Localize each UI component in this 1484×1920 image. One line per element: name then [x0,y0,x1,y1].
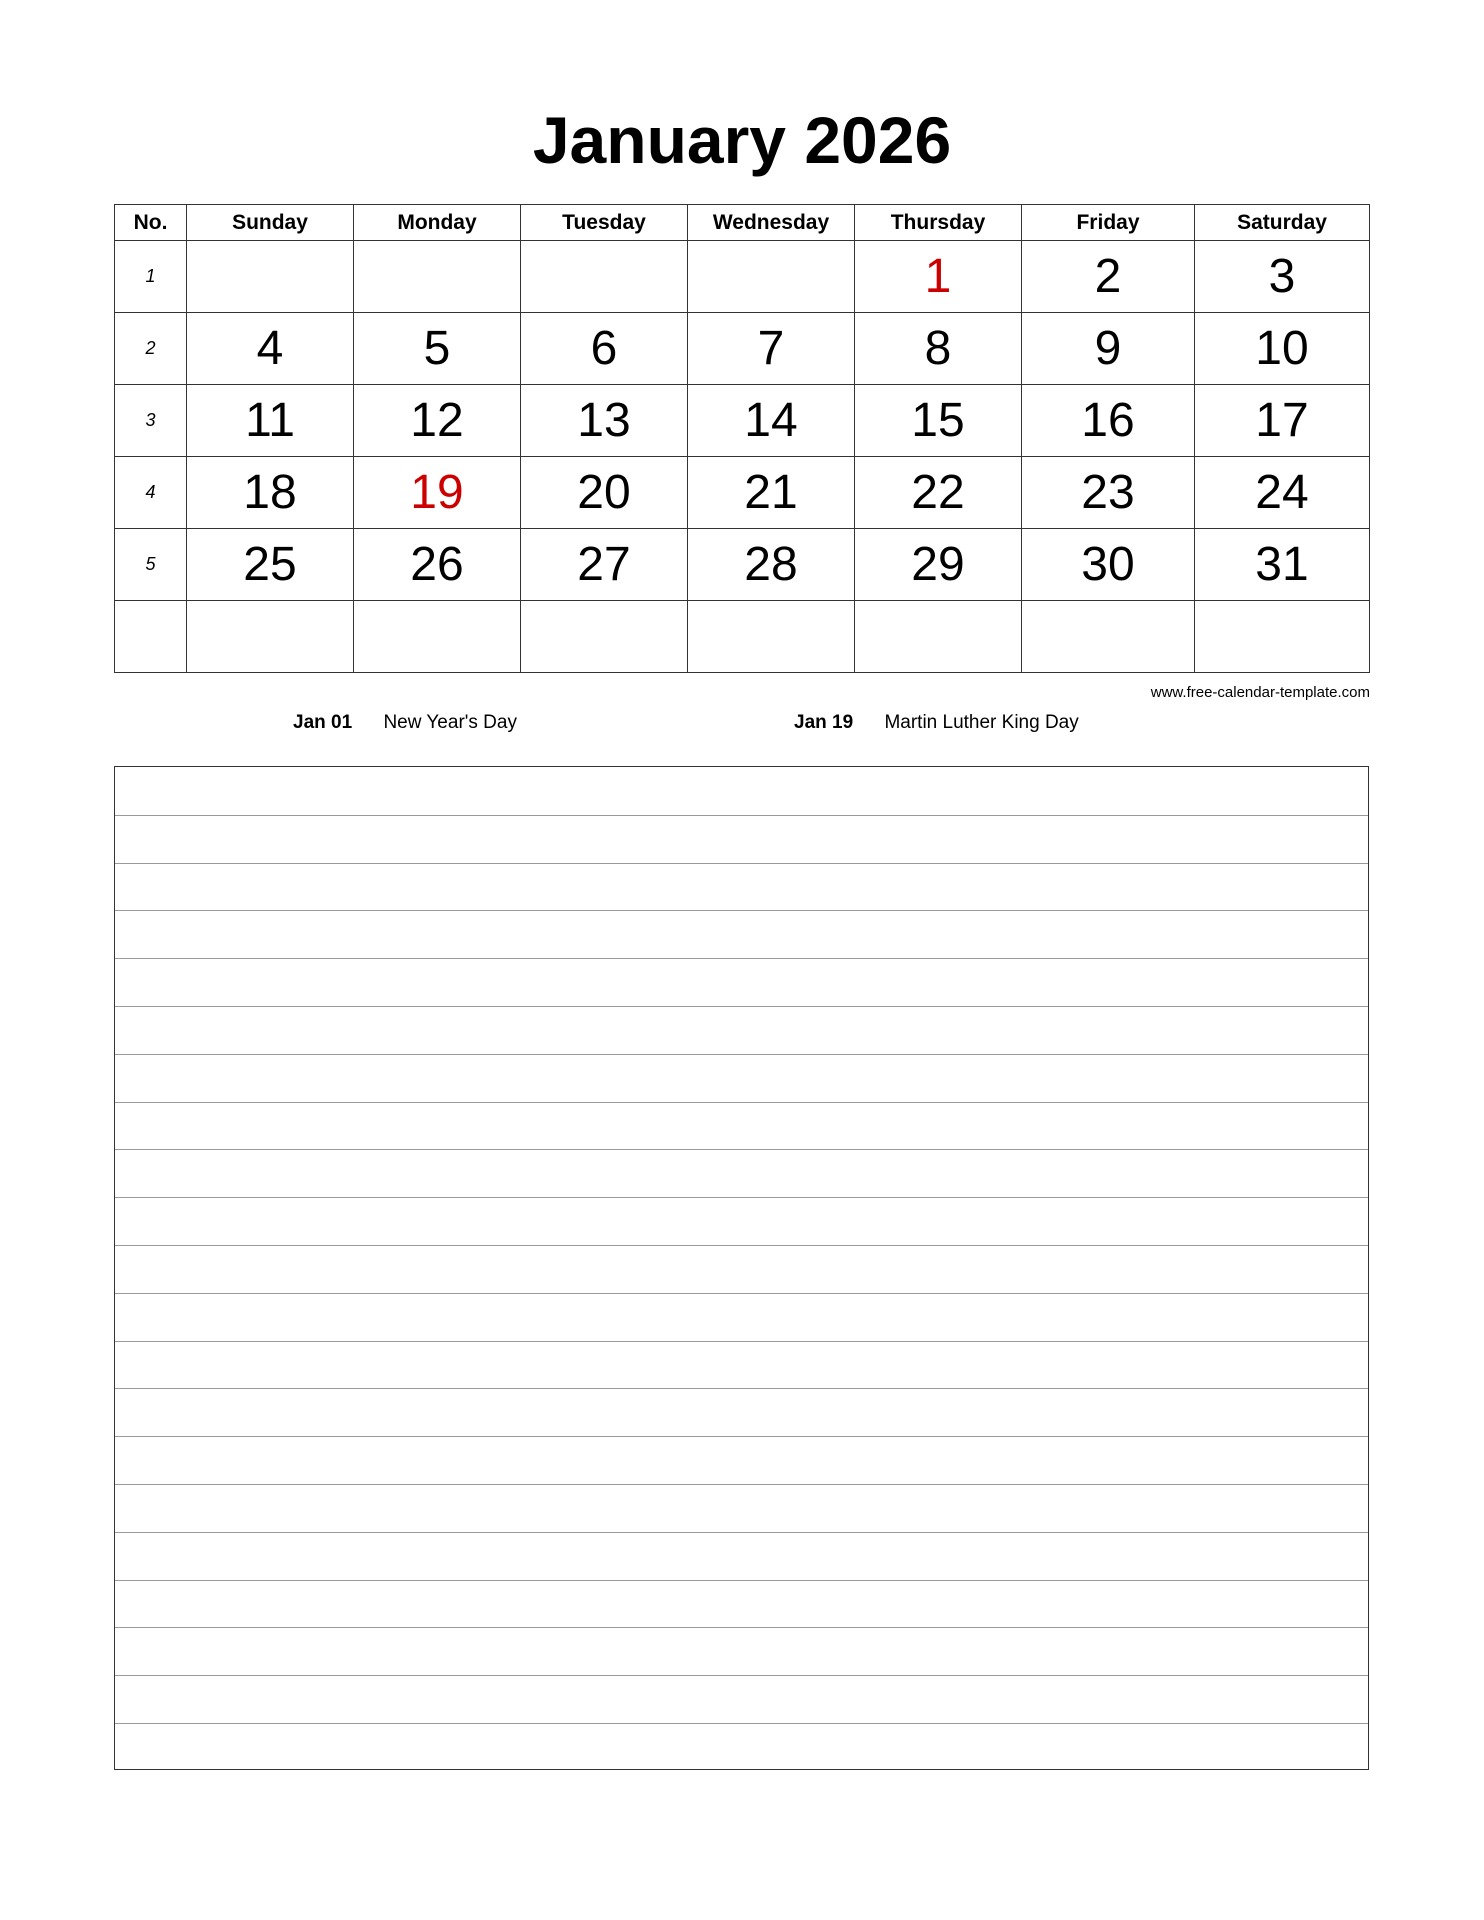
note-line [115,1006,1368,1007]
week-number: 5 [115,529,187,601]
header-saturday: Saturday [1195,205,1370,241]
header-tuesday: Tuesday [521,205,688,241]
day-cell: 24 [1195,457,1370,529]
day-cell-holiday: 1 [855,241,1022,313]
day-cell: 23 [1022,457,1195,529]
day-cell [688,241,855,313]
week-number: 2 [115,313,187,385]
website-credit: www.free-calendar-template.com [1150,684,1370,701]
note-line [115,1436,1368,1437]
day-cell: 12 [354,385,521,457]
note-line [115,1293,1368,1294]
header-friday: Friday [1022,205,1195,241]
header-thursday: Thursday [855,205,1022,241]
note-line [115,1627,1368,1628]
week-number: 3 [115,385,187,457]
day-cell [187,601,354,673]
day-cell: 21 [688,457,855,529]
day-cell: 18 [187,457,354,529]
day-cell: 30 [1022,529,1195,601]
note-line [115,1054,1368,1055]
day-cell: 16 [1022,385,1195,457]
holiday-entry [794,710,1079,736]
day-cell [187,241,354,313]
day-cell: 15 [855,385,1022,457]
day-cell: 13 [521,385,688,457]
note-line [115,815,1368,816]
day-cell: 26 [354,529,521,601]
note-line [115,1532,1368,1533]
week-number: 4 [115,457,187,529]
day-cell [1022,601,1195,673]
day-cell: 4 [187,313,354,385]
day-cell [688,601,855,673]
note-line [115,1723,1368,1724]
day-cell: 9 [1022,313,1195,385]
day-cell [521,241,688,313]
day-cell-holiday: 19 [354,457,521,529]
week-number: 1 [115,241,187,313]
week-row [115,241,1370,313]
note-line [115,910,1368,911]
note-line [115,1675,1368,1676]
day-cell [354,601,521,673]
day-cell: 8 [855,313,1022,385]
day-cell: 29 [855,529,1022,601]
holiday-name: Martin Luther King Day [884,712,1079,733]
day-cell [1195,601,1370,673]
note-line [115,1102,1368,1103]
day-cell: 3 [1195,241,1370,313]
week-row [115,601,1370,673]
header-week-number: No. [115,205,187,241]
day-cell: 22 [855,457,1022,529]
week-row [115,529,1370,601]
day-cell: 17 [1195,385,1370,457]
day-cell: 28 [688,529,855,601]
holiday-entry [293,710,517,736]
note-line [115,1341,1368,1342]
day-cell: 6 [521,313,688,385]
day-cell [855,601,1022,673]
note-line [115,958,1368,959]
header-row [115,205,1370,241]
day-cell: 27 [521,529,688,601]
note-line [115,1580,1368,1581]
day-cell [521,601,688,673]
day-cell: 5 [354,313,521,385]
day-cell: 10 [1195,313,1370,385]
week-row [115,385,1370,457]
calendar-title: January 2026 [532,103,952,177]
week-number [115,601,187,673]
note-line [115,863,1368,864]
day-cell: 31 [1195,529,1370,601]
week-row [115,313,1370,385]
note-line [115,1197,1368,1198]
notes-area[interactable] [114,766,1369,1770]
holiday-name: New Year's Day [383,712,517,733]
header-wednesday: Wednesday [688,205,855,241]
day-cell: 14 [688,385,855,457]
calendar-grid [114,204,1370,673]
note-line [115,1484,1368,1485]
day-cell [354,241,521,313]
note-line [115,1245,1368,1246]
holiday-date: Jan 01 [293,712,353,733]
day-cell: 7 [688,313,855,385]
day-cell: 25 [187,529,354,601]
note-line [115,1388,1368,1389]
header-sunday: Sunday [187,205,354,241]
day-cell: 2 [1022,241,1195,313]
holiday-date: Jan 19 [794,712,854,733]
day-cell: 11 [187,385,354,457]
week-row [115,457,1370,529]
note-line [115,1149,1368,1150]
header-monday: Monday [354,205,521,241]
day-cell: 20 [521,457,688,529]
